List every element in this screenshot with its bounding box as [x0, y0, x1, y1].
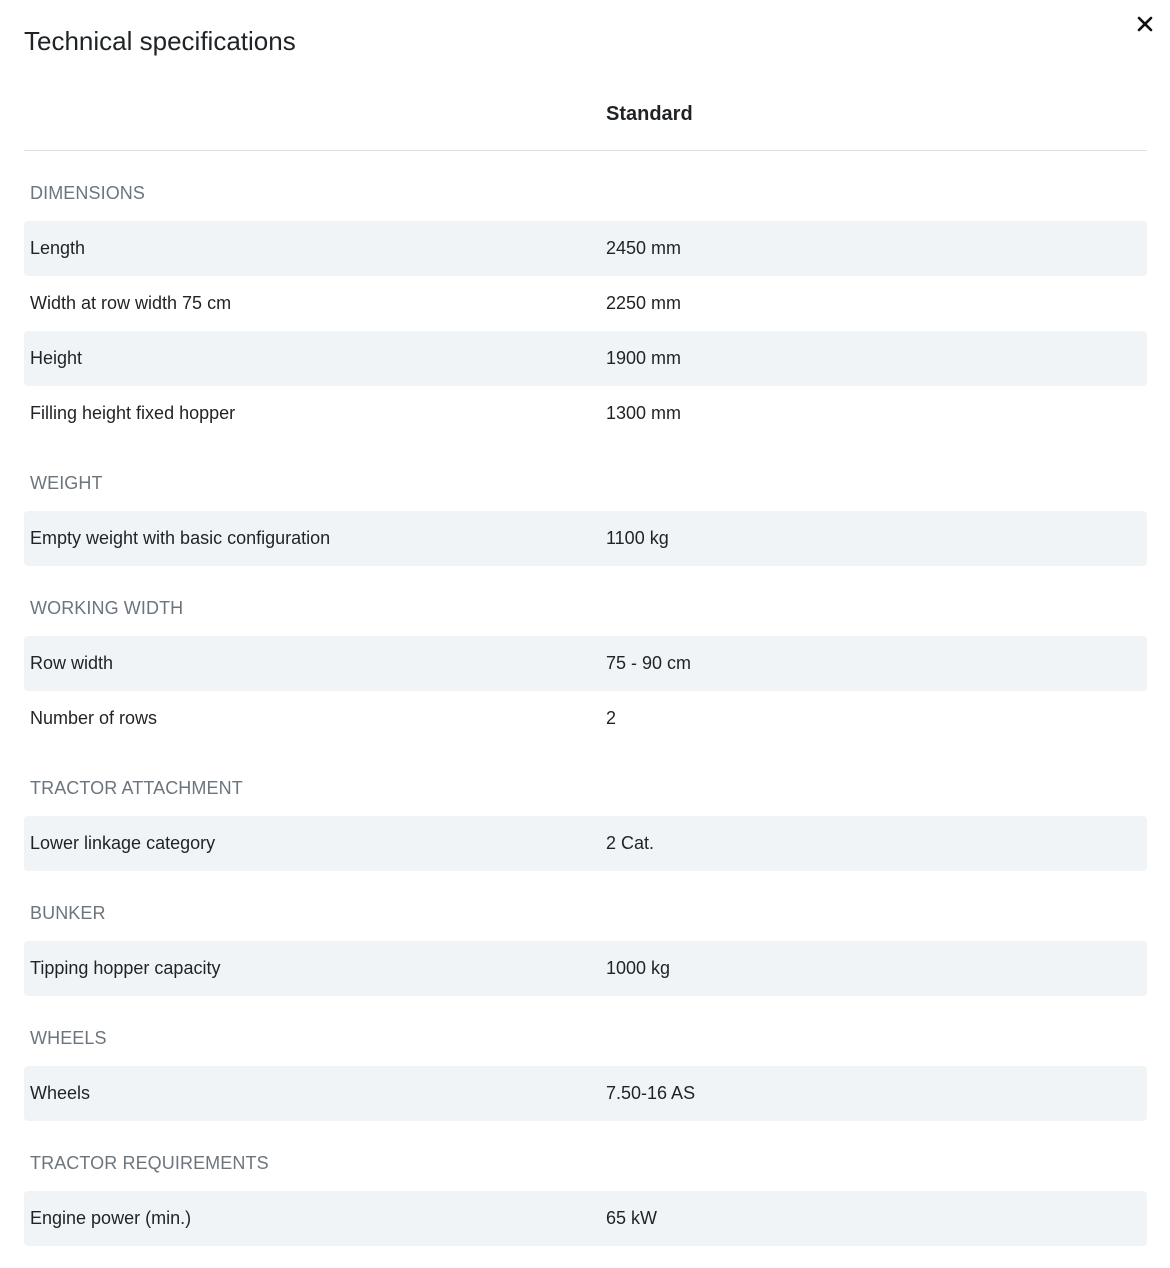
spec-label: Tipping hopper capacity — [30, 958, 221, 978]
spec-section — [24, 1011, 1147, 1121]
table-row — [24, 816, 1147, 871]
column-header-standard: Standard — [606, 103, 693, 125]
spec-label: Empty weight with basic configuration — [30, 528, 331, 548]
table-row — [24, 331, 1147, 386]
spec-value: 2250 mm — [606, 293, 682, 313]
table-row — [24, 221, 1147, 276]
spec-section — [24, 1136, 1147, 1246]
spec-label: Width at row width 75 cm — [30, 293, 232, 313]
spec-value: 1900 mm — [606, 348, 682, 368]
spec-value: 1300 mm — [606, 403, 682, 423]
spec-label: Length — [30, 238, 86, 258]
section-title: BUNKER — [30, 903, 106, 923]
close-button[interactable] — [1131, 10, 1159, 38]
section-title: WORKING WIDTH — [30, 598, 184, 618]
table-header — [24, 86, 1147, 151]
spec-value: 2 Cat. — [606, 833, 655, 853]
table-row — [24, 1066, 1147, 1121]
table-row — [24, 386, 1147, 441]
table-row — [24, 941, 1147, 996]
spec-value: 65 kW — [606, 1208, 658, 1228]
spec-label: Number of rows — [30, 708, 158, 728]
table-row — [24, 511, 1147, 566]
table-row — [24, 1191, 1147, 1246]
section-title: WEIGHT — [30, 473, 103, 493]
spec-section — [24, 456, 1147, 566]
spec-value: 2450 mm — [606, 238, 682, 258]
section-title: TRACTOR ATTACHMENT — [30, 778, 243, 798]
spec-label: Engine power (min.) — [30, 1208, 192, 1228]
table-row — [24, 691, 1147, 746]
spec-value: 2 — [606, 708, 617, 728]
spec-value: 7.50-16 AS — [606, 1083, 696, 1103]
table-row — [24, 636, 1147, 691]
close-icon — [1131, 10, 1159, 38]
spec-value: 1000 kg — [606, 958, 671, 978]
section-title: TRACTOR REQUIREMENTS — [30, 1153, 269, 1173]
spec-label: Row width — [30, 653, 114, 673]
spec-table — [24, 166, 1147, 1246]
section-title: WHEELS — [30, 1028, 107, 1048]
section-title: DIMENSIONS — [30, 183, 146, 203]
spec-value: 1100 kg — [606, 528, 669, 548]
spec-label: Height — [30, 348, 83, 368]
spec-section — [24, 166, 1147, 441]
table-row — [24, 276, 1147, 331]
spec-label: Wheels — [30, 1083, 91, 1103]
spec-label: Lower linkage category — [30, 833, 216, 853]
spec-value: 75 - 90 cm — [606, 653, 692, 673]
spec-section — [24, 581, 1147, 746]
spec-section — [24, 761, 1147, 871]
page-title: Technical specifications — [24, 26, 296, 56]
spec-label: Filling height fixed hopper — [30, 403, 236, 423]
spec-section — [24, 886, 1147, 996]
